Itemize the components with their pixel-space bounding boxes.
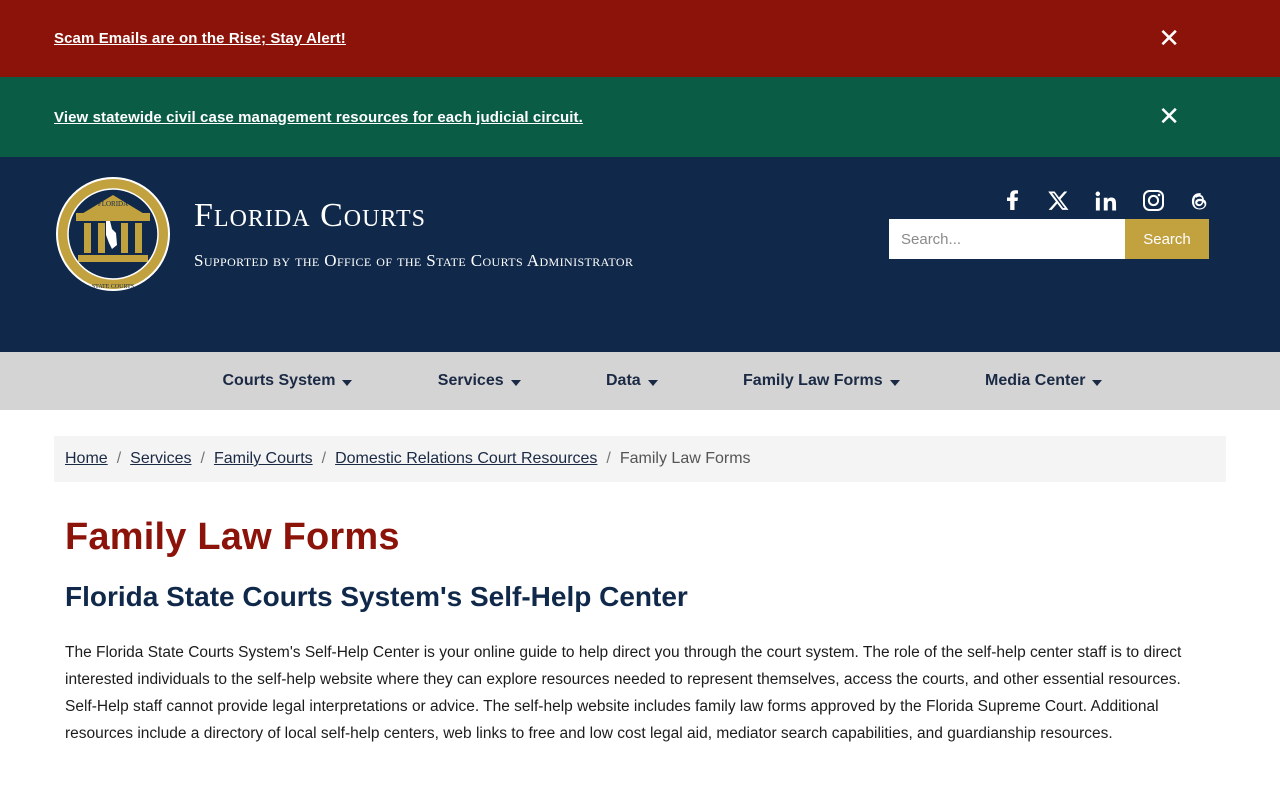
breadcrumb-item-home[interactable]: Home bbox=[65, 450, 108, 467]
breadcrumb-item-domestic-relations-court-resources[interactable]: Domestic Relations Court Resources bbox=[335, 450, 598, 467]
brand-block[interactable] bbox=[54, 175, 633, 293]
nav-label: Media Center bbox=[984, 372, 1086, 389]
svg-text:FLORIDA: FLORIDA bbox=[97, 200, 129, 208]
chevron-down-icon bbox=[342, 380, 352, 386]
linkedin-icon[interactable] bbox=[1095, 190, 1117, 211]
main-navigation bbox=[0, 352, 1280, 410]
nav-label: Courts System bbox=[222, 372, 336, 389]
alert-banner-civil-case bbox=[0, 77, 1280, 157]
site-header bbox=[0, 157, 1280, 352]
chevron-down-icon bbox=[890, 380, 900, 386]
close-icon[interactable]: ✕ bbox=[1158, 102, 1180, 132]
social-links bbox=[1002, 189, 1210, 211]
breadcrumb-separator: / bbox=[321, 450, 327, 467]
search-bar bbox=[889, 219, 1209, 259]
x-twitter-icon[interactable] bbox=[1048, 190, 1069, 211]
site-title: Florida Courts bbox=[194, 197, 426, 235]
main-content bbox=[0, 516, 1280, 747]
page-title: Family Law Forms bbox=[65, 516, 400, 558]
threads-icon[interactable] bbox=[1190, 190, 1210, 211]
page-subtitle: Florida State Courts System's Self-Help Center bbox=[65, 581, 688, 612]
breadcrumb-separator: / bbox=[606, 450, 611, 467]
breadcrumb bbox=[54, 436, 1226, 482]
nav-item-services[interactable] bbox=[438, 372, 521, 390]
chevron-down-icon bbox=[511, 380, 521, 386]
nav-item-data[interactable] bbox=[606, 372, 658, 390]
search-input[interactable] bbox=[889, 219, 1125, 259]
florida-courts-seal-icon bbox=[54, 175, 172, 293]
search-button[interactable]: Search bbox=[1125, 219, 1209, 259]
facebook-icon[interactable] bbox=[1002, 189, 1022, 211]
chevron-down-icon bbox=[1092, 380, 1102, 386]
nav-item-courts-system[interactable] bbox=[223, 372, 353, 390]
alert-link-scam[interactable]: Scam Emails are on the Rise; Stay Alert! bbox=[54, 30, 346, 47]
nav-label: Services bbox=[437, 372, 504, 389]
nav-label: Family Law Forms bbox=[743, 372, 883, 389]
alert-link-civil-case[interactable]: View statewide civil case management resources for each judicial circuit. bbox=[54, 108, 583, 126]
instagram-icon[interactable] bbox=[1143, 190, 1164, 211]
nav-label: Data bbox=[605, 372, 641, 389]
breadcrumb-item-family-courts[interactable]: Family Courts bbox=[213, 450, 313, 467]
alert-banner-scam bbox=[0, 0, 1280, 77]
breadcrumb-separator: / bbox=[116, 450, 122, 467]
intro-paragraph: The Florida State Courts System's Self-Help Center is your online guide to help direct you through the court system. The role of the self-help center staff is to direct interested individuals to the self-help website where they can explore resources needed to represent themselves, access the courts, and other essential resources. Self-Help staff cannot provide legal interpretations or advice. The self-help website includes family law forms approved by the Florida Supreme Court. Additional resources include a directory of local self-help centers, web links to free and low cost legal aid, mediator search capabilities, and guardianship resources. bbox=[65, 644, 1182, 742]
close-icon[interactable]: ✕ bbox=[1158, 23, 1180, 54]
breadcrumb-item-services[interactable]: Services bbox=[130, 450, 192, 467]
site-subtitle: Supported by the Office of the State Courts Administrator bbox=[194, 250, 634, 270]
breadcrumb-item-current: Family Law Forms bbox=[619, 450, 751, 467]
svg-text:STATE COURTS: STATE COURTS bbox=[91, 284, 135, 290]
chevron-down-icon bbox=[648, 380, 658, 386]
breadcrumb-separator: / bbox=[200, 450, 205, 467]
nav-item-media-center[interactable] bbox=[985, 372, 1102, 390]
nav-item-family-law-forms[interactable] bbox=[743, 372, 900, 390]
